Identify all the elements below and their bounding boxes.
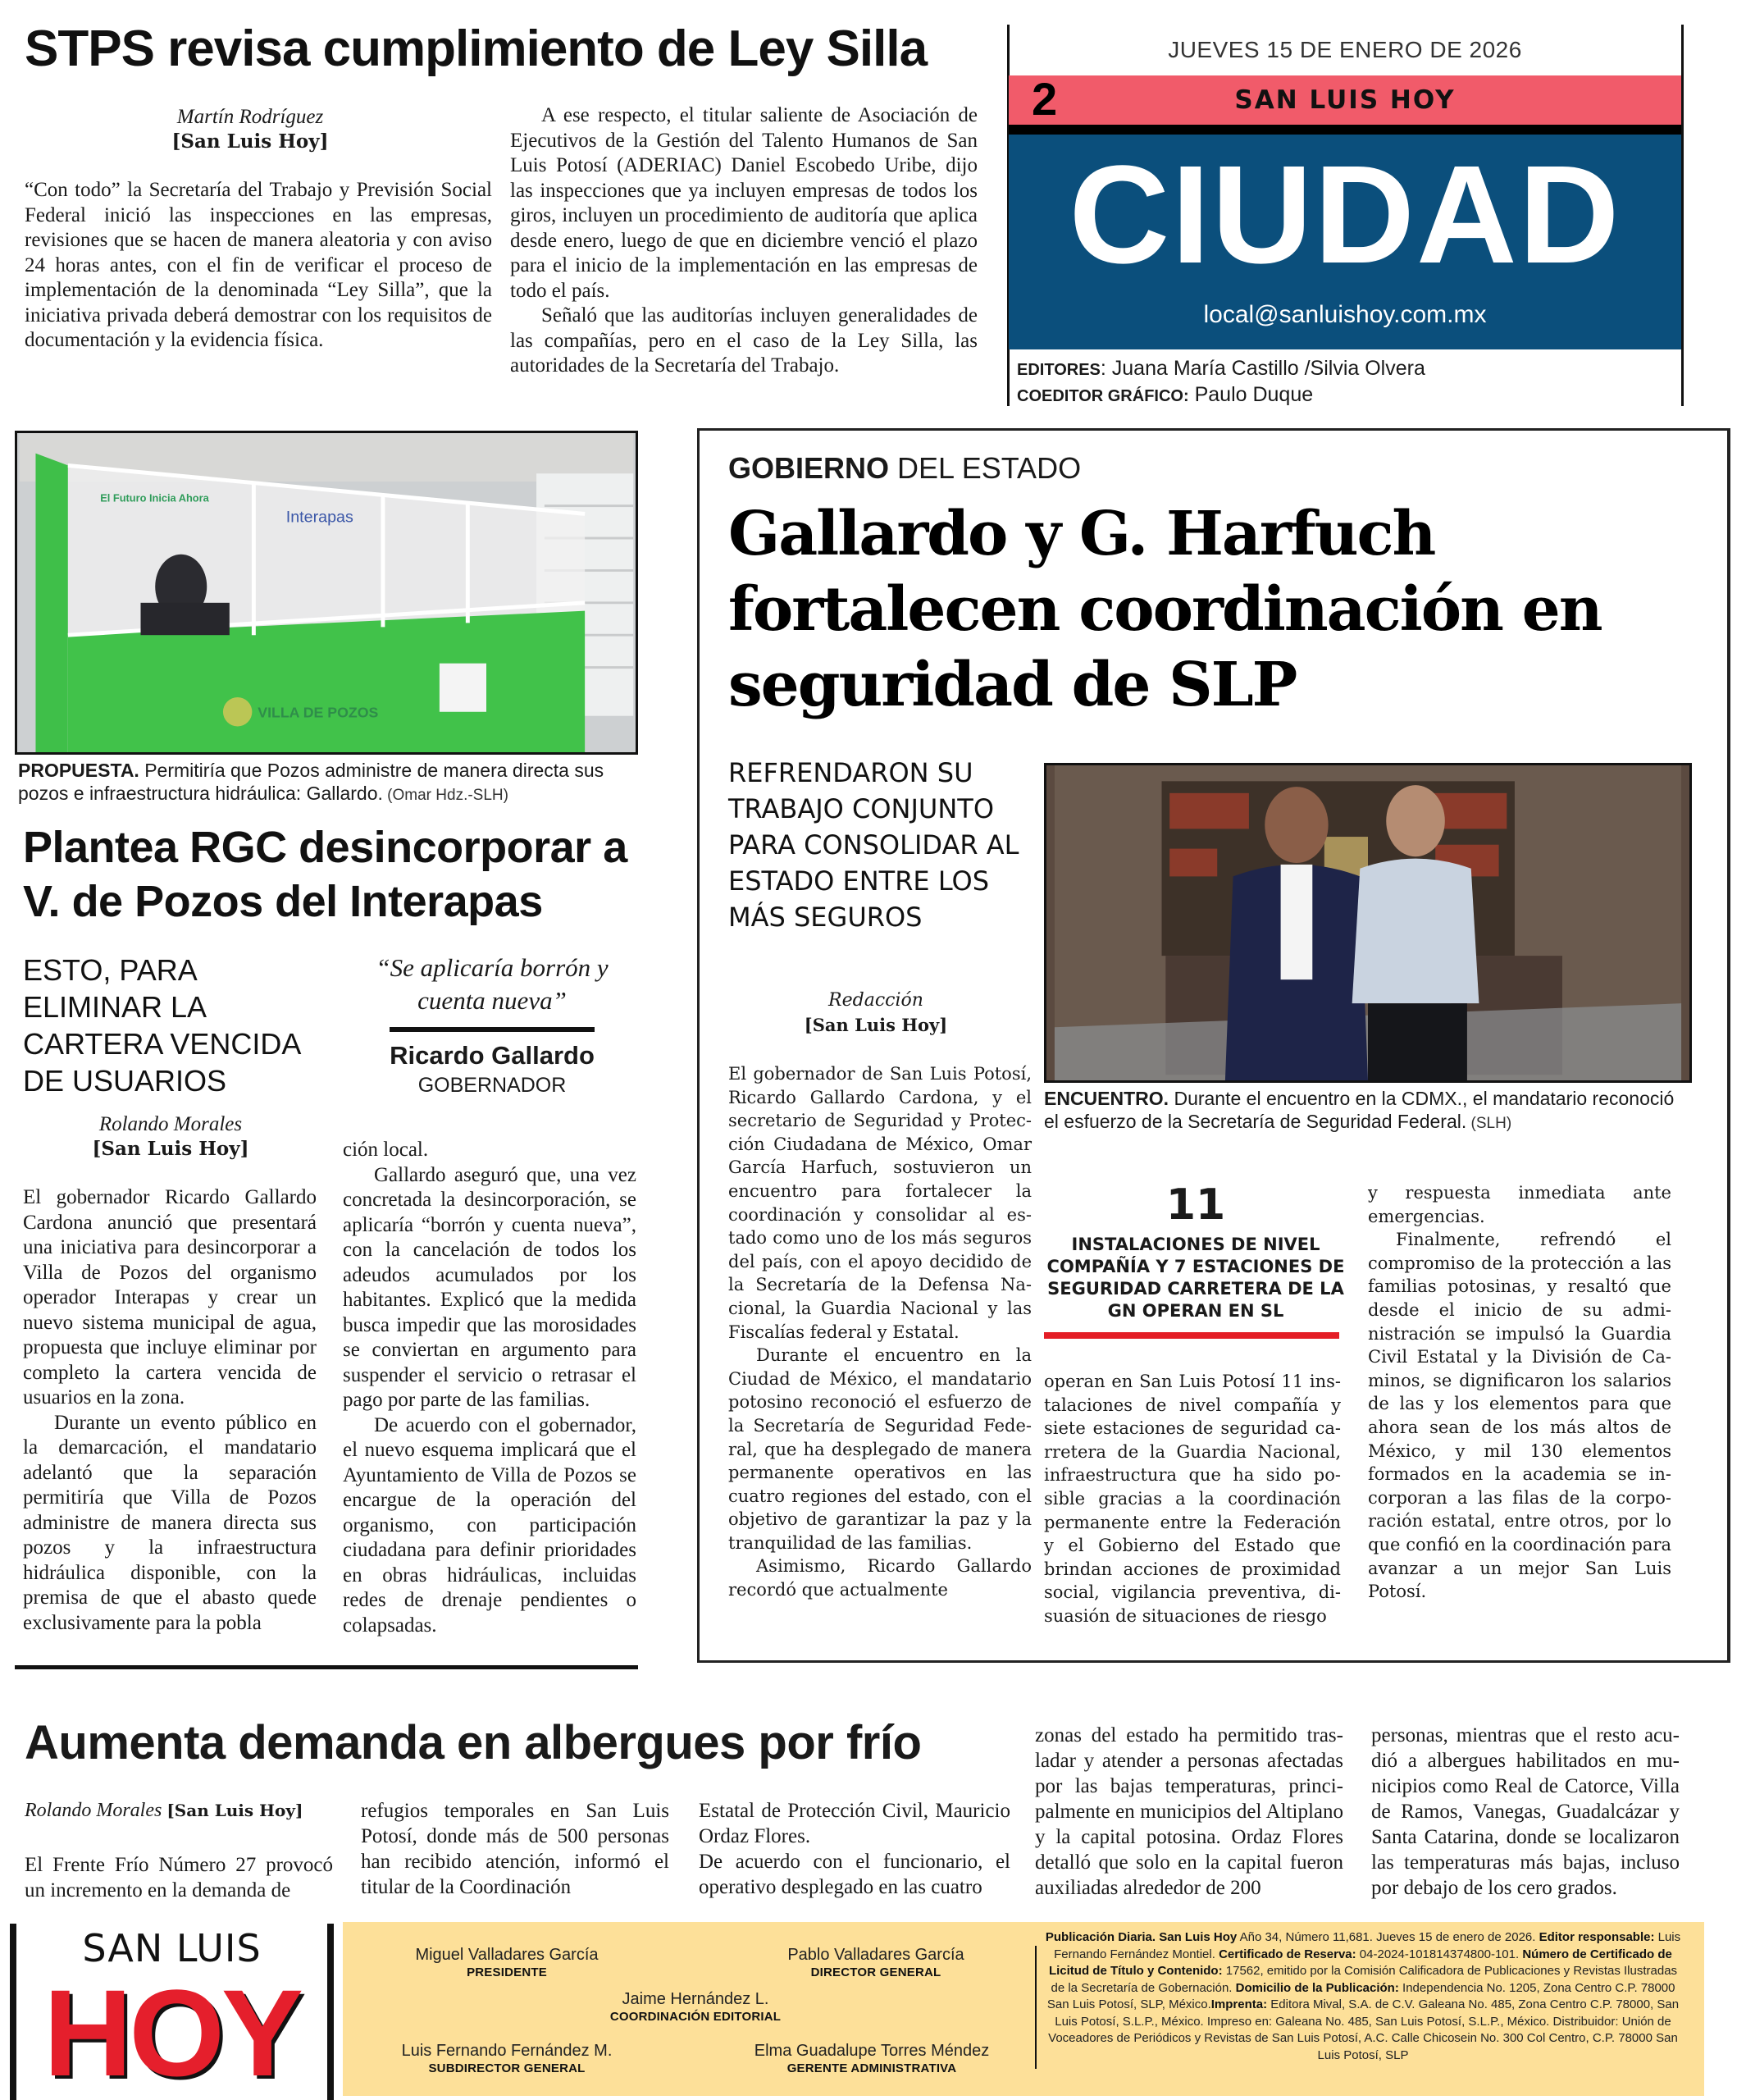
gobierno-paragraph: y respuesta inmediata ante emergencias. (1368, 1183, 1671, 1226)
sign-villa-de-pozos: VILLA DE POZOS (258, 704, 379, 721)
legal-bold: Número de Certificado de Licitud de Título y Contenido: (1048, 1947, 1672, 1978)
masthead-right-rule (1681, 25, 1684, 406)
stat-red-rule (1044, 1332, 1339, 1339)
section-email[interactable]: local@sanluishoy.com.mx (1203, 301, 1487, 328)
pull-quote-rule (390, 1027, 595, 1032)
caption-text: Durante el encuentro en la CDMX., el mandatario reconoció el esfuerzo de la Secretaría de Seguridad Federal. (1044, 1088, 1675, 1132)
stps-column-1 (25, 178, 492, 354)
pozos-paragraph: Gallardo aseguró que, una vez concretada la desincorporación, se aplicaría “borrón y cuenta nueva”, con la cancelación de todos los adeudos acumulados por los habitantes. Explicó que la medida busca impedir que las morosidades se conviertan en argumento para suspender el servicio o retrasar el pago por parte de las familias. (343, 1163, 636, 1411)
stps-paragraph: A ese respecto, el titular saliente de Asociación de Ejecutivos de la Gestión del Talento Humanos de San Luis Potosí (ADERIAC) Daniel Escobedo Uribe, dijo las inspecciones que ya incluyen empresas de todos los giros, incluyen un procedimiento de auditoría que aplica desde enero, luego de que en diciembre venció el plazo para el inicio de la implementación en las empresas de todo el país. (510, 104, 978, 302)
legal-bold: Certificado de Reserva: (1219, 1947, 1356, 1961)
stps-headline: STPS revisa cumplimiento de Ley Silla (25, 21, 928, 77)
kicker-bold: GOBIERNO (728, 451, 890, 485)
staff-member (712, 2041, 1032, 2076)
pozos-paragraph: De acuerdo con el gobernador, el nuevo esquema implicará que el Ayuntamiento de Villa de Pozos se encargue de la operación del organismo, con participación ciudadana para definir prioridades en obras hidráulicas, incluidas redes de drenaje pendientes o colapsadas. (343, 1413, 636, 1637)
stps-paragraph: “Con todo” la Secretaría del Trabajo y Previsión Social Federal inició las inspecciones en las empresas, revisiones que se hacen de manera aleatoria y con aviso 24 horas antes, con el fin de verificar el proceso de implementación de la denominada “Ley Silla”, que la iniciativa privada deberá demostrar con los requisitos de documentación y la evidencia física. (25, 179, 492, 351)
pozos-column-1 (23, 1185, 317, 1636)
pozos-paragraph: Durante un evento público en la demarcación, el mandatario adelantó que la separación permitiría que Villa de Pozos administre de manera directa sus pozos y la infraestructura hidráulica disponible, con la premisa de que el abasto quede exclusivamente para la pobla (23, 1411, 317, 1634)
albergues-byline (25, 1798, 344, 1823)
staff-member (728, 1945, 1023, 1980)
gobierno-outlet: [San Luis Hoy] (804, 1015, 948, 1035)
gobierno-paragraph: Asimismo, Ricardo Gallardo recordó que actualmente (728, 1556, 1032, 1600)
logo-hoy: HOY (43, 1964, 301, 2100)
albergues-outlet: [San Luis Hoy] (166, 1801, 303, 1820)
pull-quote (344, 952, 640, 1098)
caption-lead: PROPUESTA. (18, 760, 139, 781)
legal-text: Editora Mival, S.A. de C.V. Galeana No. 485, Zona Centro C.P. 78000, San Luis Potosí, S.L.P., México. Impreso en: Galeana No. 485, San Luis Potosí, S.L.P., México. Distribuidor: Unión de Voceadores de Periódicos y Revistas de San Luis Potosí, A.C. Calle Chicosein No. 300 Col Centro, C.P. 78000 San Luis Potosí, SLP (1048, 1997, 1680, 2062)
meeting-photo (1044, 763, 1692, 1083)
stps-column-2 (510, 103, 978, 379)
pozos-office-photo (15, 431, 638, 755)
footer-divider (1035, 1946, 1037, 2069)
section-divider (15, 1665, 638, 1669)
albergues-column-1 (25, 1852, 333, 1903)
albergues-author: Rolando Morales (25, 1800, 162, 1821)
legal-text: 04-2024-101814374800-101. (1356, 1947, 1523, 1961)
gobierno-story-box (697, 428, 1730, 1663)
photo-credit: (SLH) (1466, 1115, 1512, 1132)
editors-label: EDITORES (1017, 361, 1101, 379)
albergues-paragraph: personas, mientras que el resto acudió a albergues habilitados en municipios como Real de Catorce, Villa de Ramos, Vanegas, Guadalcázar y Santa Catarina, donde se localizaron las temperaturas más bajas, incluso por debajo de los cero grados. (1371, 1724, 1680, 1899)
pozos-outlet: [San Luis Hoy] (92, 1138, 249, 1160)
stps-outlet: [San Luis Hoy] (171, 130, 329, 153)
gobierno-column-3 (1368, 1181, 1671, 1604)
legal-bold: Editor responsable: (1539, 1930, 1655, 1944)
graphic-editor-label: COEDITOR GRÁFICO: (1017, 387, 1189, 405)
pull-quote-name: Ricardo Gallardo (390, 1041, 595, 1070)
pozos-subheadline: ESTO, PARA ELIMINAR LA CARTERA VENCIDA DE USUARIOS (23, 953, 300, 1098)
pozos-byline (23, 1112, 318, 1162)
gobierno-paragraph: Finalmente, refrendó el compromiso de la protección a las familias potosinas, y resaltó que desde el inicio de su administración se impulsó la Guardia Civil Estatal y la División de Caminos, se dignificaron los salarios de las y los elementos para que ahora sean de los más altos de México, y mil 130 elementos formados en la academia se incorporan a las filas de la corporación estatal, entre otros, por lo que confió en la coordinación para avanzar a un mejor San Luis Potosí. (1368, 1230, 1671, 1602)
gobierno-paragraph: El gobernador de San Luis Potosí, Ricardo Gallardo Cardona, y el secretario de Seguridad y Protección Ciudadana de México, Omar García Harfuch, sostuvieron un encuentro para fortalecer la coordinación y consolidar al estado como uno de los más seguros del país, con el apoyo decidido de la Secretaría de la Defensa Nacional, la Guardia Nacional y las Fiscalías federal y Estatal. (728, 1064, 1032, 1342)
pozos-paragraph: ción local. (343, 1139, 429, 1161)
staff-name: Jaime Hernández L. (622, 1990, 769, 2008)
gobierno-paragraph: operan en San Luis Potosí 11 instalaciones de nivel compañía y siete estaciones de seguridad carretera de la Guardia Nacional, infraestructura que ha sido posible gracias a la coordinación permanente entre la Federación y el Gobierno del Estado que brindan acciones de proximidad social, vigilancia preventiva, disuasión de situaciones de riesgo (1044, 1372, 1341, 1626)
masthead-outlet-bar (1009, 75, 1681, 125)
gobierno-subheadline: REFRENDARON SU TRABAJO CONJUNTO PARA CONSOLIDAR AL ESTADO ENTRE LOS MÁS SEGUROS (728, 757, 1019, 933)
staff-name: Pablo Valladares García (787, 1946, 964, 1964)
masthead-divider (1009, 125, 1681, 135)
legal-bold: Publicación Diaria. San Luis Hoy (1045, 1930, 1238, 1944)
pozos-headline: Plantea RGC desincorporar a V. de Pozos del Interapas (23, 823, 627, 926)
gobierno-headline: Gallardo y G. Harfuch fortalecen coordinación en seguridad de SLP (728, 499, 1602, 720)
page-number: 2 (1032, 73, 1058, 125)
meeting-photo-caption (1044, 1087, 1692, 1135)
editors-names: : Juana María Castillo /Silvia Olvera (1100, 357, 1425, 380)
sign-interapas: Interapas (285, 508, 353, 527)
staff-role: DIRECTOR GENERAL (810, 1965, 941, 1979)
staff-role: SUBDIRECTOR GENERAL (428, 2061, 586, 2075)
pozos-author: Rolando Morales (98, 1113, 243, 1135)
story-kicker (728, 450, 1081, 486)
legal-imprint (1043, 1929, 1683, 2064)
staff-name: Elma Guadalupe Torres Méndez (754, 2042, 990, 2060)
graphic-editor-name: Paulo Duque (1188, 383, 1314, 406)
pozos-photo-illustration (17, 433, 636, 752)
sign-el-futuro: El Futuro Inicia Ahora (100, 491, 209, 504)
editors-line (1017, 356, 1673, 382)
photo-credit: (Omar Hdz.-SLH) (382, 787, 508, 804)
albergues-headline: Aumenta demanda en albergues por frío (25, 1716, 922, 1769)
stat-callout (1044, 1181, 1347, 1339)
section-title: CIUDAD (1069, 137, 1621, 293)
gobierno-paragraph: Durante el encuentro en la Ciudad de México, el mandatario potosino reconoció el esfuerzo de la Secretaría de Seguridad Federal, que ha desplegado de manera permanente operativos en las cuatro regiones del estado, con el objetivo de garantizar la paz y la tranquilidad de las familias. (728, 1345, 1032, 1553)
stps-paragraph: Señaló que las auditorías incluyen generalidades de las compañías, pero en el caso de la Ley Silla, las autoridades de la Secretaría del Trabajo. (510, 304, 978, 377)
albergues-column-4 (1035, 1723, 1343, 1901)
albergues-paragraph: Estatal de Protección Civil, Mauricio Ordaz Flores. (699, 1800, 1010, 1847)
legal-text: Luis Fernando Fernández Montiel. (1054, 1930, 1681, 1961)
pozos-column-2 (343, 1138, 636, 1638)
albergues-paragraph: refugios temporales en San Luis Potosí, donde más de 500 personas han recibido atención, informó el titular de la Coordinación (361, 1800, 669, 1898)
gobierno-column-1 (728, 1062, 1032, 1602)
staff-member (367, 1945, 646, 1980)
legal-bold: Domicilio de la Publicación: (1235, 1980, 1399, 1995)
pull-quote-text: “Se aplicaría borrón y cuenta nueva” (376, 953, 609, 1015)
albergues-paragraph: zonas del estado ha permitido trasladar y atender a personas afectadas por las bajas temperaturas, principalmente en municipios del Altiplano y la capital potosina. Ordaz Flores detalló que solo en la capital fueron auxiliadas alrededor de 200 (1035, 1724, 1343, 1899)
staff-member (556, 1989, 835, 2025)
albergues-paragraph: De acuerdo con el funcionario, el operativo desplegado en las cuatro (699, 1851, 1010, 1898)
editors-credits (1017, 356, 1673, 409)
staff-role: COORDINACIÓN EDITORIAL (609, 2010, 782, 2024)
section-masthead (1009, 25, 1681, 406)
stps-author: Martín Rodríguez (176, 106, 324, 128)
masthead-outlet-name: SAN LUIS HOY (1234, 85, 1456, 115)
meeting-photo-illustration (1046, 765, 1689, 1080)
section-banner (1009, 135, 1681, 349)
legal-text: Año 34, Número 11,681. Jueves 15 de enero de 2026. (1237, 1930, 1539, 1944)
albergues-paragraph: El Frente Frío Número 27 provocó un incremento en la demanda de (25, 1854, 333, 1901)
staff-role: GERENTE ADMINISTRATIVA (786, 2061, 957, 2075)
albergues-column-3 (699, 1798, 1010, 1900)
graphic-editor-line (1017, 382, 1673, 409)
newspaper-logo (10, 1924, 334, 2100)
legal-text: 17562, emitido por la Comisión Calificadora de Publicaciones y Revistas Ilustradas de la Secretaría de Gobernación. (1051, 1964, 1678, 1995)
staff-member (359, 2041, 654, 2076)
issue-date: JUEVES 15 DE ENERO DE 2026 (1168, 37, 1522, 62)
caption-text: Permitiría que Pozos administre de manera directa sus pozos e infraestructura hidráulica: Gallardo. (18, 760, 604, 804)
pozos-paragraph: El gobernador Ricardo Gallardo Cardona anunció que presentará una iniciativa para desincorporar a Villa de Pozos del organismo operador Interapas y crear un nuevo sistema municipal de agua, propuesta que incluye eliminar por completo la cartera vencida de usuarios en la zona. (23, 1186, 317, 1408)
albergues-column-5 (1371, 1723, 1680, 1901)
staff-role: PRESIDENTE (467, 1965, 547, 1979)
caption-lead: ENCUENTRO. (1044, 1088, 1169, 1109)
logo-san-luis: SAN LUIS (82, 1926, 262, 1970)
kicker-rest: DEL ESTADO (889, 451, 1082, 485)
stat-number: 11 (1165, 1180, 1226, 1230)
pull-quote-role: GOBERNADOR (417, 1074, 567, 1097)
pozos-photo-caption (18, 759, 641, 807)
stat-description: INSTALACIONES DE NIVEL COMPAÑÍA Y 7 ESTACIONES DE SEGURIDAD CARRETERA DE LA GN OPERAN EN SL (1046, 1235, 1345, 1321)
legal-text: Independencia No. 1205, Zona Centro C.P. 78000 San Luis Potosí, SLP, México. (1046, 1980, 1675, 2011)
gobierno-author: Redacción (828, 990, 923, 1011)
albergues-column-2 (361, 1798, 669, 1900)
staff-name: Miguel Valladares García (415, 1946, 599, 1964)
gobierno-byline (728, 988, 1023, 1038)
staff-name: Luis Fernando Fernández M. (401, 2042, 613, 2060)
stps-byline (66, 105, 435, 154)
legal-bold: Imprenta: (1210, 1997, 1268, 2011)
gobierno-column-2 (1044, 1370, 1341, 1628)
